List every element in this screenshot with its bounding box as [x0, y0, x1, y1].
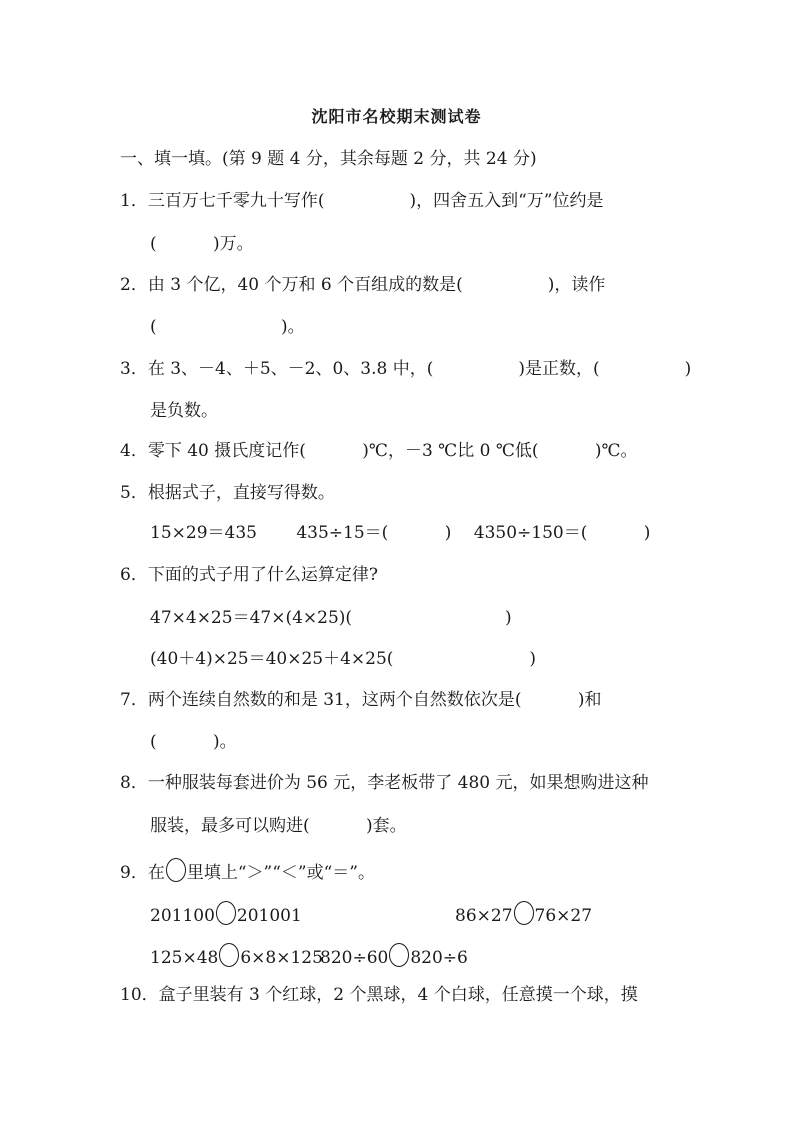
answer-circle[interactable] — [219, 943, 239, 967]
question-text: 下面的式子用了什么运算定律? — [147, 565, 378, 585]
compare-right: 820÷6 — [410, 948, 468, 968]
compare-left: 201100 — [150, 906, 215, 926]
question-text: 根据式子，直接写得数。 — [147, 483, 335, 503]
section-heading: 一、填一填。(第 9 题 4 分，其余每题 2 分，共 24 分) — [120, 149, 537, 169]
question-number: 8． — [120, 773, 148, 793]
compare-right: 201001 — [236, 906, 302, 926]
question-number: 3． — [120, 359, 148, 379]
question-text: 服装，最多可以购进( )套。 — [150, 816, 407, 836]
question-number: 4． — [120, 441, 148, 461]
answer-circle[interactable] — [166, 858, 186, 882]
compare-left: 820÷60 — [320, 948, 389, 968]
question-text: ( )。 — [150, 732, 237, 752]
answer-circle[interactable] — [389, 943, 409, 967]
compare-right: 6×8×125 — [240, 948, 323, 968]
compare-left: 86×27 — [455, 906, 513, 926]
question-text: (40＋4)×25＝40×25＋4×25( ) — [150, 649, 537, 669]
question-text: 是负数。 — [150, 401, 218, 421]
question-text: 在 3、－4、＋5、－2、0、3.8 中，( )是正数，( ) — [147, 359, 692, 379]
compare-right: 76×27 — [534, 906, 593, 926]
question-text: 47×4×25＝47×(4×25)( ) — [150, 608, 512, 628]
question-number: 9． — [120, 863, 148, 883]
question-text: 里填上“＞”“＜”或“＝”。 — [186, 863, 375, 883]
question-text: ( )万。 — [150, 234, 254, 254]
question-number: 5． — [120, 483, 148, 503]
question-text: 盒子里装有 3 个红球，2 个黑球，4 个白球，任意摸一个球，摸 — [158, 985, 638, 1005]
answer-circle[interactable] — [514, 901, 534, 925]
question-number: 1． — [120, 191, 148, 211]
question-text: 两个连续自然数的和是 31，这两个自然数依次是( )和 — [147, 690, 602, 710]
question-number: 6． — [120, 565, 148, 585]
question-number: 10． — [120, 985, 159, 1005]
question-text: 在 — [147, 863, 165, 883]
compare-left: 125×48 — [150, 948, 219, 968]
question-text: ( )。 — [150, 317, 305, 337]
answer-circle[interactable] — [216, 901, 236, 925]
question-text: 由 3 个亿，40 个万和 6 个百组成的数是( )，读作 — [147, 275, 606, 295]
question-text: 15×29＝435 435÷15＝( ) 4350÷150＝( ) — [150, 523, 651, 543]
question-text: 零下 40 摄氏度记作( )℃，－3 ℃比 0 ℃低( )℃。 — [147, 441, 638, 461]
exam-title: 沈阳市名校期末测试卷 — [311, 107, 482, 126]
question-text: 一种服装每套进价为 56 元，李老板带了 480 元，如果想购进这种 — [147, 773, 649, 793]
question-number: 7． — [120, 690, 148, 710]
question-text: 三百万七千零九十写作( )，四舍五入到“万”位约是 — [147, 191, 604, 211]
question-number: 2． — [120, 275, 148, 295]
